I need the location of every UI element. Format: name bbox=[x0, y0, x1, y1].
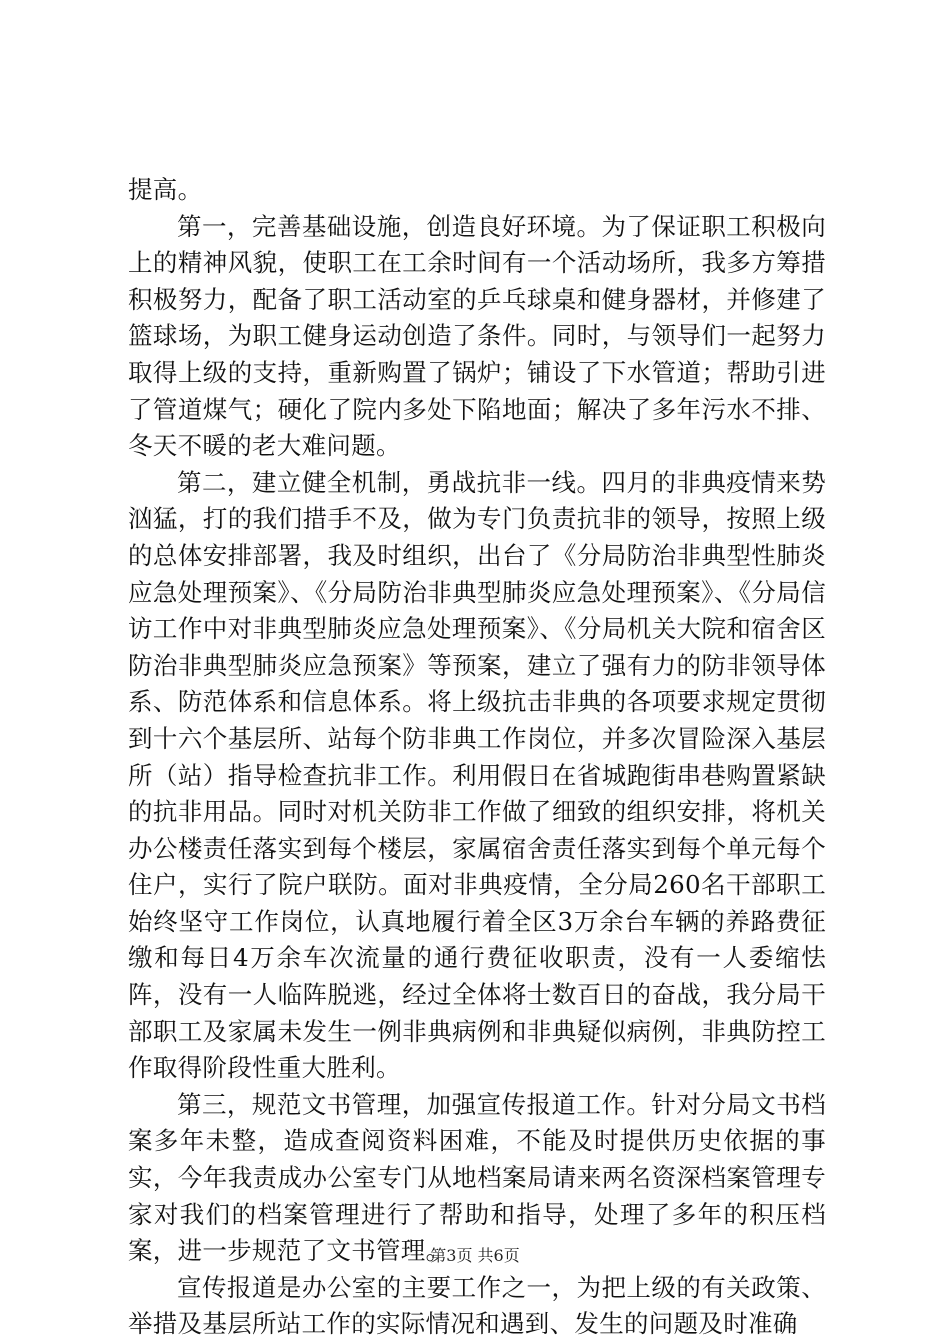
paragraph-infrastructure: 第一，完善基础设施，创造良好环境。为了保证职工积极向上的精神风貌，使职工在工余时间有一个活动场所，我多方筹措积极努力，配备了职工活动室的乒乓球桌和健身器材，并修建了篮球场，为职工健身运动创造了条件。同时，与领导们一起努力取得上级的支持，重新购置了锅炉；铺设了下水管道；帮助引进了管道煤气；硬化了院内多处下陷地面；解决了多年污水不排、冬天不暖的老大难问题。 bbox=[128, 211, 826, 461]
paragraph-publicity: 宣传报道是办公室的主要工作之一，为把上级的有关政策、举措及基层所站工作的实际情况和遇到、发生的问题及时准确 bbox=[128, 1272, 826, 1339]
paragraph-sars-prevention: 第二，建立健全机制，勇战抗非一线。四月的非典疫情来势汹猛，打的我们措手不及，做为专门负责抗非的领导，按照上级的总体安排部署，我及时组织，出台了《分局防治非典型性肺炎应急处理预案》、《分局防治非典型肺炎应急处理预案》、《分局信访工作中对非典型肺炎应急处理预案》、《分局机关大院和宿舍区防治非典型肺炎应急预案》等预案，建立了强有力的防非领导体系、防范体系和信息体系。将上级抗击非典的各项要求规定贯彻到十六个基层所、站每个防非典工作岗位，并多次冒险深入基层所（站）指导检查抗非工作。利用假日在省城跑街串巷购置紧缺的抗非用品。同时对机关防非工作做了细致的组织安排，将机关办公楼责任落实到每个楼层，家属宿舍责任落实到每个单元每个住户，实行了院户联防。面对非典疫情，全分局260名干部职工始终坚守工作岗位，认真地履行着全区3万余台车辆的养路费征缴和每日4万余车次流量的通行费征收职责，没有一人委缩怯阵，没有一人临阵脱逃，经过全体将士数百日的奋战，我分局干部职工及家属未发生一例非典病例和非典疑似病例，非典防控工作取得阶段性重大胜利。 bbox=[128, 467, 827, 1083]
page-footer: 第3页 共6页 bbox=[430, 1246, 520, 1265]
paragraph-document-management: 第三，规范文书管理，加强宣传报道工作。针对分局文书档案多年未整，造成查阅资料困难，不能及时提供历史依据的事实，今年我责成办公室专门从地档案局请来两名资深档案管理专家对我们的档案管理进行了帮助和指导，处理了多年的积压档案，进一步规范了文书管理。 bbox=[128, 1089, 826, 1266]
paragraph-continuation: 提高。 bbox=[128, 175, 203, 204]
document-body bbox=[128, 172, 826, 1343]
